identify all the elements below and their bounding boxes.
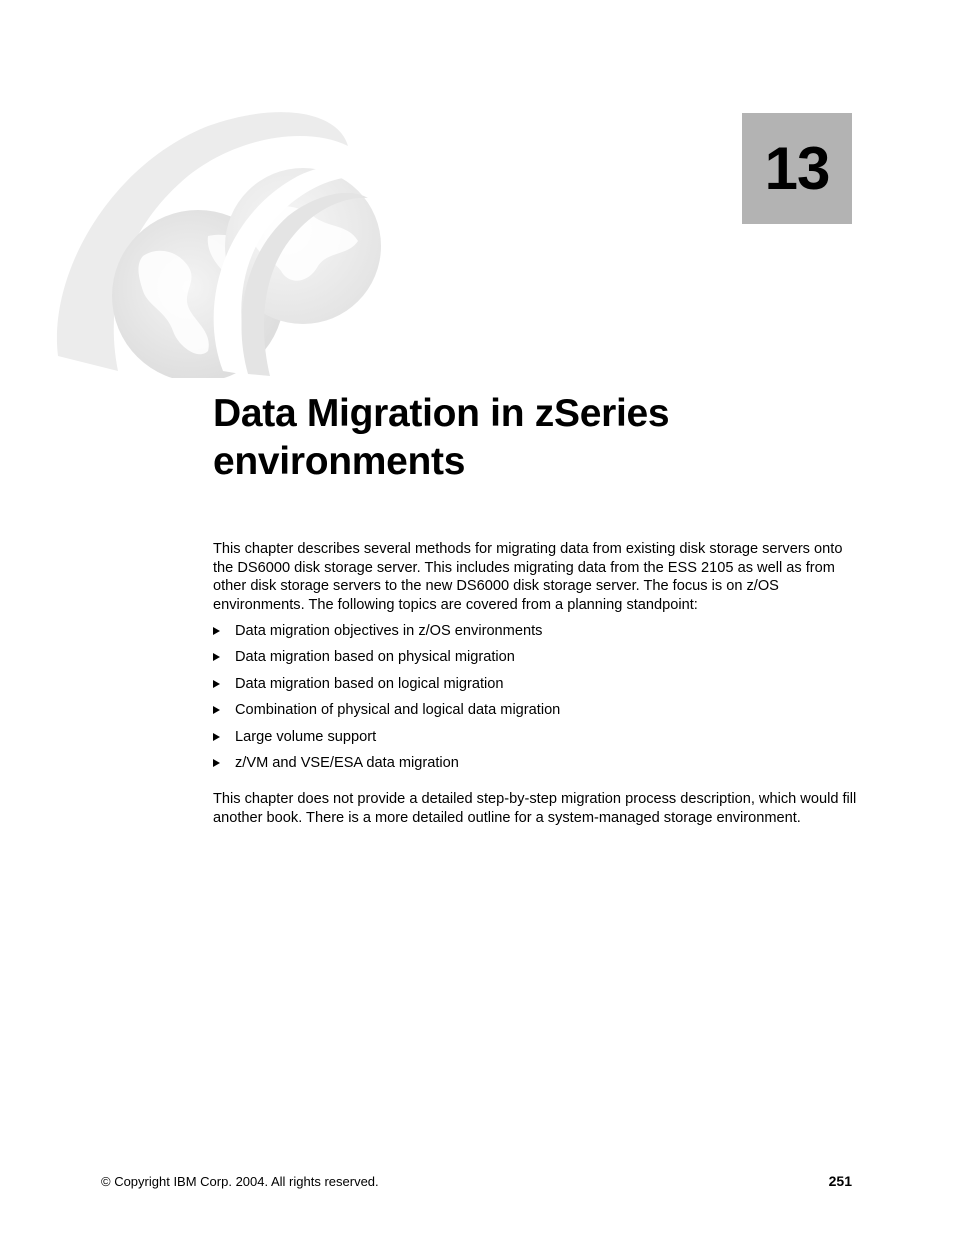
list-item-text: Combination of physical and logical data migration: [235, 702, 561, 719]
list-item-text: Data migration objectives in z/OS environments: [235, 623, 543, 639]
chapter-title-line1: Data Migration in zSeries: [213, 392, 670, 435]
list-item: [213, 728, 858, 754]
list-item-text: Data migration based on logical migration: [235, 675, 504, 692]
triangle-bullet-icon: [213, 733, 220, 741]
page-number: 251: [828, 1173, 852, 1189]
list-item: [213, 622, 858, 648]
list-item: [213, 701, 858, 727]
chapter-title-line2: environments: [213, 440, 466, 483]
topics-list: [213, 622, 858, 780]
chapter-number: 13: [764, 134, 830, 202]
intro-paragraph: This chapter describes several methods for migrating data from existing disk storage servers onto the DS6000 disk storage server. This includes migrating data from the ESS 2105 as well as from other disk storage servers to the new DS6000 disk storage server. The focus is on z/OS environments. The following topics are covered from a planning standpoint:: [213, 541, 843, 614]
chapter-title: [213, 390, 873, 486]
triangle-bullet-icon: [213, 627, 220, 635]
outro-paragraph: This chapter does not provide a detailed step-by-step migration process description, which would fill another book. There is a more detailed outline for a system-managed storage environment.: [213, 791, 857, 826]
list-item: [213, 648, 858, 674]
list-item: [213, 754, 858, 780]
triangle-bullet-icon: [213, 653, 220, 661]
triangle-bullet-icon: [213, 680, 220, 688]
list-item-text: Large volume support: [235, 728, 377, 745]
list-item-text: Data migration based on physical migration: [235, 649, 515, 666]
list-item: [213, 675, 858, 701]
triangle-bullet-icon: [213, 759, 220, 767]
globe-swirl-icon: [48, 106, 383, 378]
list-item-text: z/VM and VSE/ESA data migration: [235, 754, 459, 771]
triangle-bullet-icon: [213, 706, 220, 714]
chapter-number-box: [742, 113, 852, 224]
footer-copyright: © Copyright IBM Corp. 2004. All rights reserved.: [101, 1174, 379, 1189]
